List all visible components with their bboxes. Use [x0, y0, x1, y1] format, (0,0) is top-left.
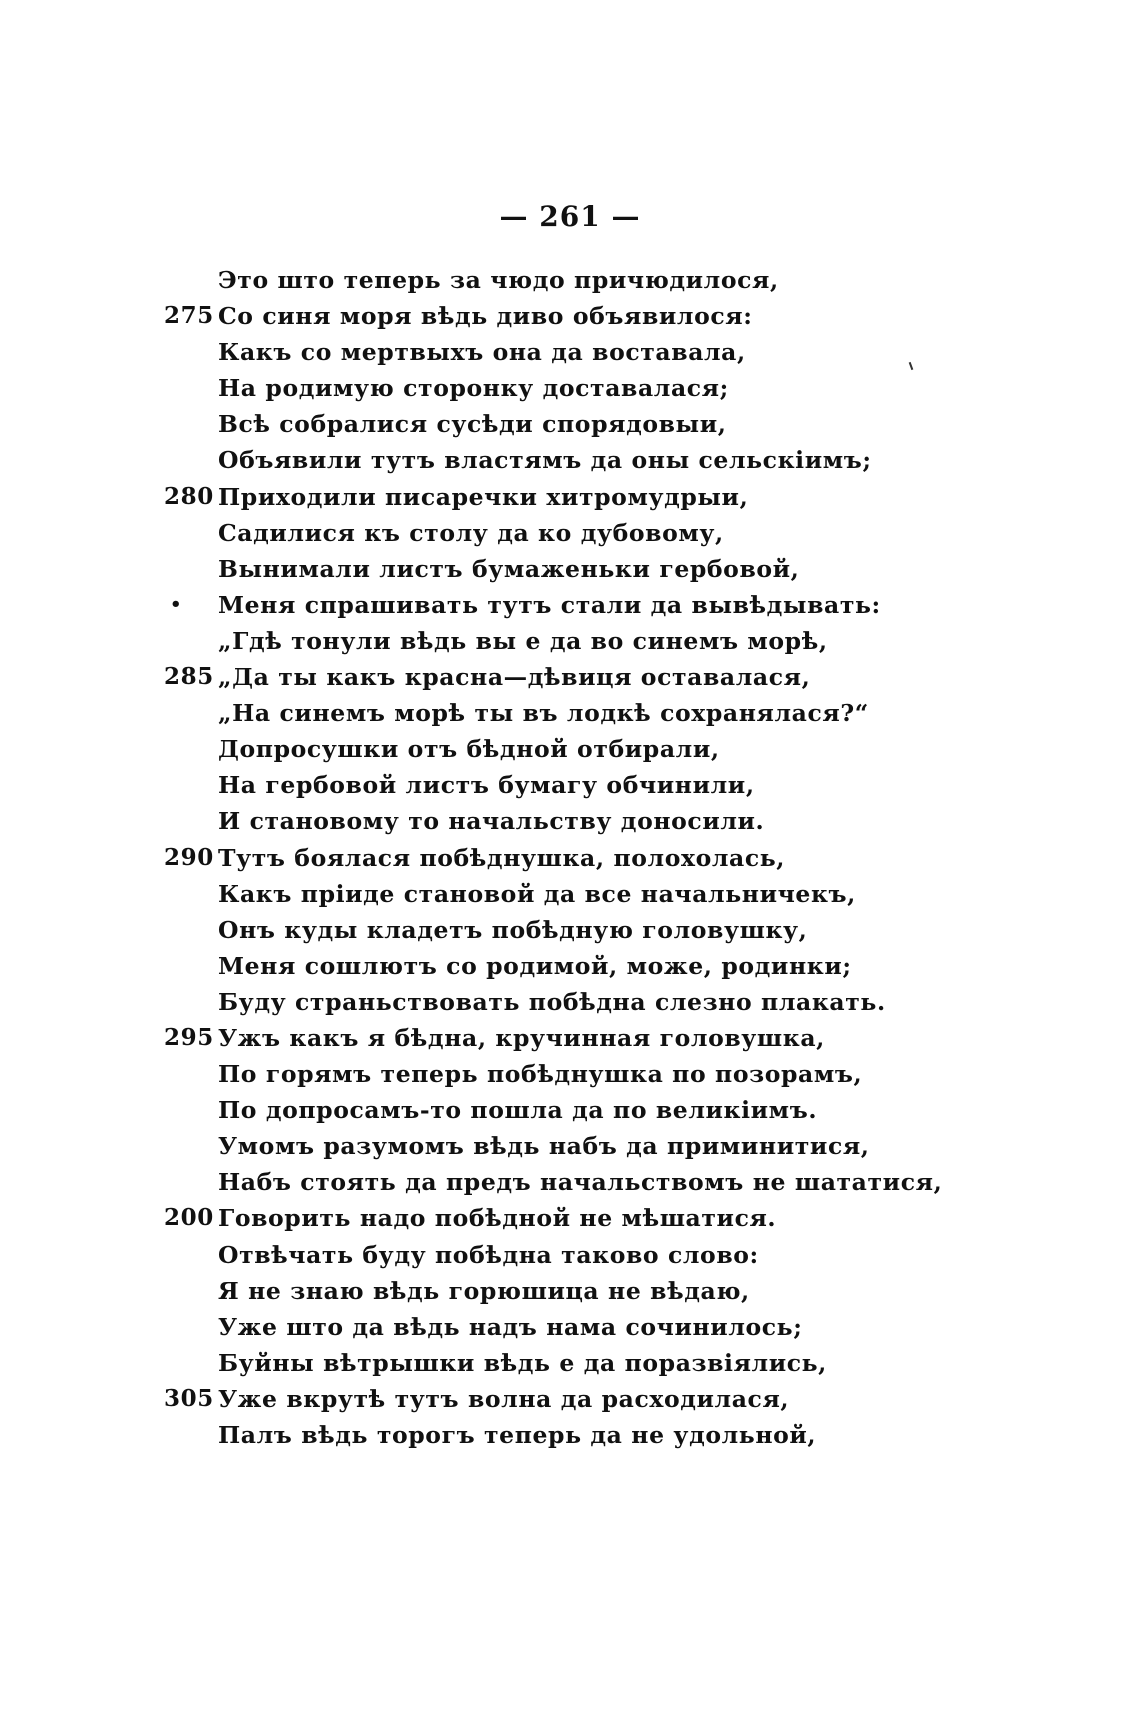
poem-line	[160, 1128, 1060, 1164]
line-number: 280	[164, 482, 214, 510]
line-number: 305	[164, 1384, 214, 1412]
line-text: Это што теперь за чюдо причюдилося,	[218, 266, 779, 294]
poem-line	[160, 623, 1060, 659]
poem-line	[160, 298, 1060, 334]
line-text: „Гдѣ тонули вѣдь вы е да во синемъ морѣ,	[218, 626, 828, 655]
poem-line	[160, 1020, 1060, 1056]
line-text: На гербовой листъ бумагу обчинили,	[218, 771, 755, 800]
poem-line	[160, 1309, 1060, 1345]
line-text: Всѣ собралися сусѣди спорядовыи,	[218, 410, 727, 439]
line-text: Буйны вѣтрышки вѣдь е да поразвіялись,	[218, 1348, 827, 1377]
poem-line	[160, 515, 1060, 551]
poem-line	[160, 1345, 1060, 1381]
line-text: Говорить надо побѣдной не мѣшатися.	[218, 1204, 777, 1233]
poem-line	[160, 912, 1060, 948]
line-number: 295	[164, 1023, 214, 1051]
line-text: Уже вкрутѣ тутъ волна да расходилася,	[218, 1384, 790, 1413]
poem-line	[160, 587, 1060, 623]
line-text: Объявили тутъ властямъ да оны сельскіимъ;	[218, 446, 872, 475]
poem-line	[160, 1200, 1060, 1236]
line-text: „На синемъ морѣ ты въ лодкѣ сохранялася?“	[218, 699, 869, 728]
poem-line	[160, 442, 1060, 478]
line-text: Умомъ разумомъ вѣдь набъ да приминитися,	[218, 1132, 870, 1161]
line-text: Меня сошлютъ со родимой, може, родинки;	[218, 951, 852, 980]
poem-line	[160, 948, 1060, 984]
line-text: По горямъ теперь побѣднушка по позорамъ,	[218, 1060, 863, 1089]
poem-line	[160, 551, 1060, 587]
line-number: 290	[164, 843, 214, 871]
line-text: Садилися къ столу да ко дубовому,	[218, 518, 724, 547]
line-text: Какъ пріиде становой да все начальничекъ,	[218, 879, 856, 908]
poem-line	[160, 984, 1060, 1020]
line-text: Отвѣчать буду побѣдна таково слово:	[218, 1240, 759, 1269]
poem-line	[160, 1056, 1060, 1092]
poem-line	[160, 1381, 1060, 1417]
line-number: 200	[164, 1204, 214, 1232]
poem-line	[160, 1164, 1060, 1200]
poem-line	[160, 1417, 1060, 1453]
line-text: И становому то начальству доносили.	[218, 807, 765, 836]
line-text: Меня спрашивать тутъ стали да вывѣдывать:	[218, 590, 881, 619]
poem-line	[160, 1237, 1060, 1273]
line-text: Онъ куды кладетъ побѣдную головушку,	[218, 915, 808, 944]
line-text: По допросамъ-то пошла да по великіимъ.	[218, 1096, 818, 1125]
line-number: 275	[164, 302, 214, 330]
poem-line	[160, 695, 1060, 731]
line-text: Какъ со мертвыхъ она да воставала,	[218, 338, 746, 367]
line-text: На родимую сторонку доставалася;	[218, 374, 729, 403]
poem-line	[160, 1273, 1060, 1309]
poem-line	[160, 334, 1060, 370]
line-text: Допросушки отъ бѣдной отбирали,	[218, 735, 720, 764]
line-text: Набъ стоять да предъ начальствомъ не шататися,	[218, 1168, 943, 1197]
poem-line	[160, 659, 1060, 695]
line-text: Я не знаю вѣдь горюшица не вѣдаю,	[218, 1276, 750, 1305]
poem-line	[160, 406, 1060, 442]
poem-body	[160, 262, 1060, 1453]
poem-line	[160, 803, 1060, 839]
poem-line	[160, 370, 1060, 406]
poem-line	[160, 262, 1060, 298]
line-text: Приходили писаречки хитромудрыи,	[218, 482, 749, 511]
page-number: — 261 —	[499, 200, 641, 233]
poem-line	[160, 767, 1060, 803]
poem-line	[160, 1092, 1060, 1128]
poem-line	[160, 479, 1060, 515]
line-text: Буду страньствовать побѣдна слезно плакать.	[218, 987, 886, 1016]
poem-line	[160, 731, 1060, 767]
poem-line	[160, 840, 1060, 876]
line-text: Тутъ боялася побѣднушка, полохолась,	[218, 843, 786, 872]
line-text: Со синя моря вѣдь диво объявилося:	[218, 302, 753, 331]
line-text: Уже што да вѣдь надъ нама сочинилось;	[218, 1312, 803, 1341]
line-bullet: •	[170, 593, 183, 615]
line-text: „Да ты какъ красна—дѣвиця оставалася,	[218, 663, 811, 692]
line-text: Вынимали листъ бумаженьки гербовой,	[218, 554, 800, 583]
poem-line	[160, 876, 1060, 912]
line-text: Ужъ какъ я бѣдна, кручинная головушка,	[218, 1023, 825, 1052]
line-number: 285	[164, 663, 214, 691]
line-text: Палъ вѣдь торогъ теперь да не удольной,	[218, 1421, 817, 1449]
